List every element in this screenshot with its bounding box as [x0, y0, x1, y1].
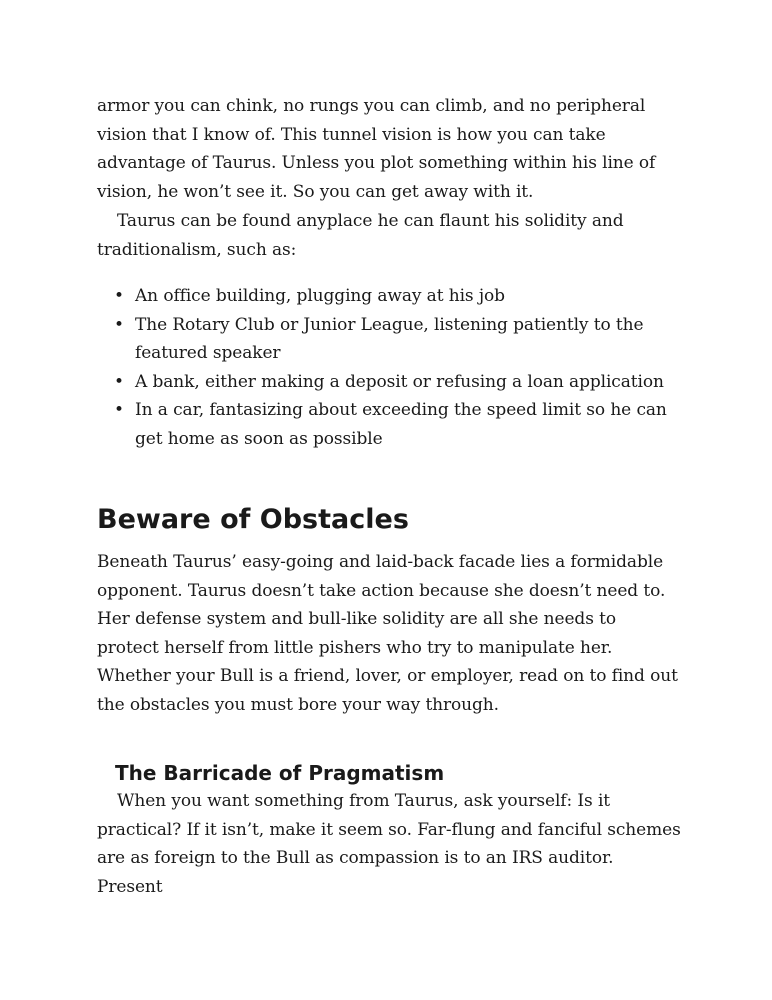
paragraph-beneath-taurus: [97, 548, 682, 720]
section-heading: Beware of Obstacles: [97, 504, 409, 535]
paragraph-tunnel-vision: [97, 92, 682, 206]
bullet-list: [113, 282, 673, 454]
paragraph-text: When you want something from Taurus, ask yourself: Is it practical? If it isn’t, make it seem so. Far-flung and fanciful schemes are as foreign to the Bull as compassion is to an IRS auditor. Present: [97, 791, 681, 897]
paragraph-text: Taurus can be found anyplace he can flaunt his solidity and traditionalism, such as:: [97, 211, 624, 260]
list-item: • In a car, fantasizing about exceeding the speed limit so he can get home as soon as possible: [113, 396, 673, 453]
list-item: • A bank, either making a deposit or refusing a loan application: [113, 368, 673, 397]
list-item: • An office building, plugging away at his job: [113, 282, 673, 311]
paragraph-pragmatism: [97, 787, 682, 901]
list-item: • The Rotary Club or Junior League, listening patiently to the featured speaker: [113, 311, 673, 368]
paragraph-text: Beneath Taurus’ easy-going and laid-back facade lies a formidable opponent. Taurus doesn’t take action because she doesn’t need to. Her defense system and bull-like solidity are all she needs to protect herself from little pishers who try to manipulate her. Whether your Bull is a friend, lover, or employer, read on to find out the obstacles you must bore your way through.: [97, 552, 678, 715]
paragraph-text: armor you can chink, no rungs you can climb, and no peripheral vision that I know of. This tunnel vision is how you can take advantage of Taurus. Unless you plot something within his line of vision, he won’t see it. So you can get away with it.: [97, 96, 656, 202]
paragraph-taurus-found: [97, 207, 682, 264]
subsection-heading: The Barricade of Pragmatism: [115, 761, 445, 785]
